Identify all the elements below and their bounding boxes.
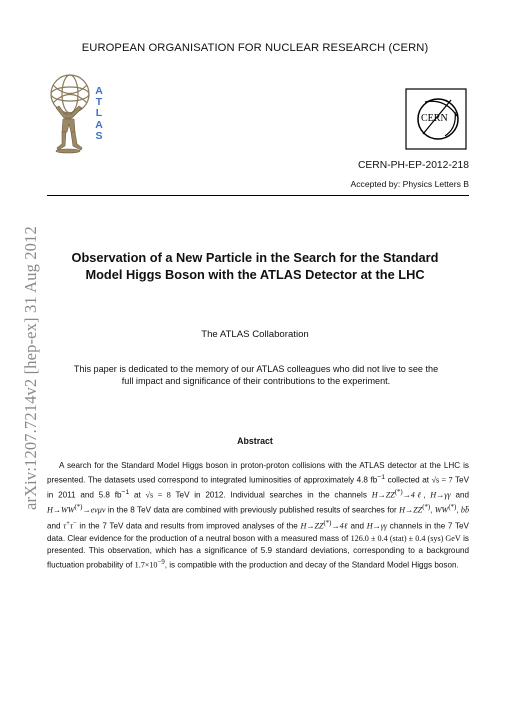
atlas-letter: A: [95, 85, 103, 97]
abstract-math: H→ZZ: [399, 506, 423, 516]
abstract-text-run: TeV in 2012. Individual searches in the channels: [170, 491, 372, 501]
title-line: Observation of a New Particle in the Search for the Standard: [71, 250, 439, 265]
arxiv-identifier-stamp[interactable]: arXiv:1207.7214v2 [hep-ex] 31 Aug 2012: [21, 226, 40, 510]
abstract-math: H→ZZ: [371, 491, 395, 501]
paper-title: [50, 250, 460, 283]
abstract-text-run: is presented. This observation, which has a significance of 5.9 standard deviations, corresponding to a background fluctuation probability of: [47, 533, 469, 570]
abstract-text-run: and: [347, 521, 367, 531]
abstract-text-run: in the 7 TeV data and results from improved analyses of the: [76, 521, 301, 531]
abstract-text-run: , is compatible with the production and decay of the Standard Model Higgs boson.: [164, 561, 459, 570]
abstract-math: √s = 8: [145, 491, 171, 501]
dedication-line: full impact and significance of their contributions to the experiment.: [121, 376, 391, 387]
abstract-sup: (*): [422, 504, 431, 512]
abstract-sup: −1: [121, 489, 130, 497]
atlas-letter: S: [95, 129, 103, 142]
abstract-math: τ: [69, 521, 73, 531]
cern-logo-text: CERN: [421, 113, 448, 124]
atlas-letter: A: [95, 118, 103, 131]
abstract-text-run: and: [450, 491, 470, 501]
report-number: CERN-PH-EP-2012-218: [357, 160, 469, 171]
abstract-math: →4ℓ: [331, 521, 348, 531]
title-line: Model Higgs Boson with the ATLAS Detector at the LHC: [85, 266, 425, 282]
abstract-sup: −9: [157, 559, 165, 567]
abstract-sup: (*): [448, 504, 457, 512]
abstract-text: [47, 460, 469, 572]
author-list: The ATLAS Collaboration: [201, 329, 309, 340]
dedication-line: This paper is dedicated to the memory of our ATLAS colleagues who did not live to see the: [73, 364, 439, 374]
abstract-sup: +: [66, 519, 70, 527]
atlas-letter: T: [95, 96, 103, 109]
organisation-header: EUROPEAN ORGANISATION FOR NUCLEAR RESEARCH (CERN): [81, 42, 429, 54]
cern-logo-icon: [405, 88, 467, 150]
abstract-math: H→ZZ: [300, 521, 324, 531]
abstract-text-run: at: [129, 491, 146, 501]
abstract-sup: (*): [323, 519, 332, 527]
accepted-by-journal: Accepted by: Physics Letters B: [350, 179, 469, 189]
abstract-text-run: TeV in 2011 and 5.8 fb: [47, 476, 469, 501]
abstract-heading: Abstract: [237, 436, 273, 446]
abstract-text-run: and: [47, 521, 64, 531]
abstract-text-run: ,: [430, 506, 435, 516]
abstract-text-run: collected at: [385, 476, 432, 486]
abstract-math: √s = 7: [431, 476, 453, 486]
abstract-text-run: in the 8 TeV data are combined with previously published results of searches for: [105, 506, 400, 516]
atlas-wordmark: [92, 86, 106, 142]
abstract-math: H→γγ: [430, 491, 451, 501]
dedication: [45, 363, 467, 387]
abstract-text-run: ,: [423, 491, 431, 501]
abstract-sup: −: [72, 519, 77, 527]
abstract-math: bb̄: [460, 506, 470, 516]
abstract-sup: (*): [394, 489, 403, 497]
abstract-text-run: ,: [456, 506, 461, 516]
abstract-math: WW: [434, 506, 449, 516]
abstract-math: →4ℓ: [402, 491, 424, 501]
abstract-math: 1.7×10: [134, 561, 158, 570]
abstract-math: τ: [63, 521, 67, 531]
atlas-letter: L: [95, 107, 103, 120]
header-divider: [47, 195, 469, 196]
abstract-sup: (*): [74, 504, 83, 512]
abstract-text-run: channels in the 7 TeV data. Clear evidence for the production of a neutral boson with a measured mass of: [47, 521, 469, 543]
abstract-sup: −1: [377, 474, 386, 482]
abstract-text-run: A search for the Standard Model Higgs boson in proton-proton collisions with the ATLAS detector at the LHC is presented. The datasets used correspond to integrated luminosities of approximately 4.8 fb: [47, 461, 469, 486]
abstract-math: 126.0 ± 0.4 (stat) ± 0.4 (sys) GeV: [350, 533, 461, 543]
abstract-math: →eνμν: [82, 506, 106, 516]
abstract-math: H→γγ: [366, 521, 388, 531]
abstract-math: H→WW: [47, 506, 75, 516]
